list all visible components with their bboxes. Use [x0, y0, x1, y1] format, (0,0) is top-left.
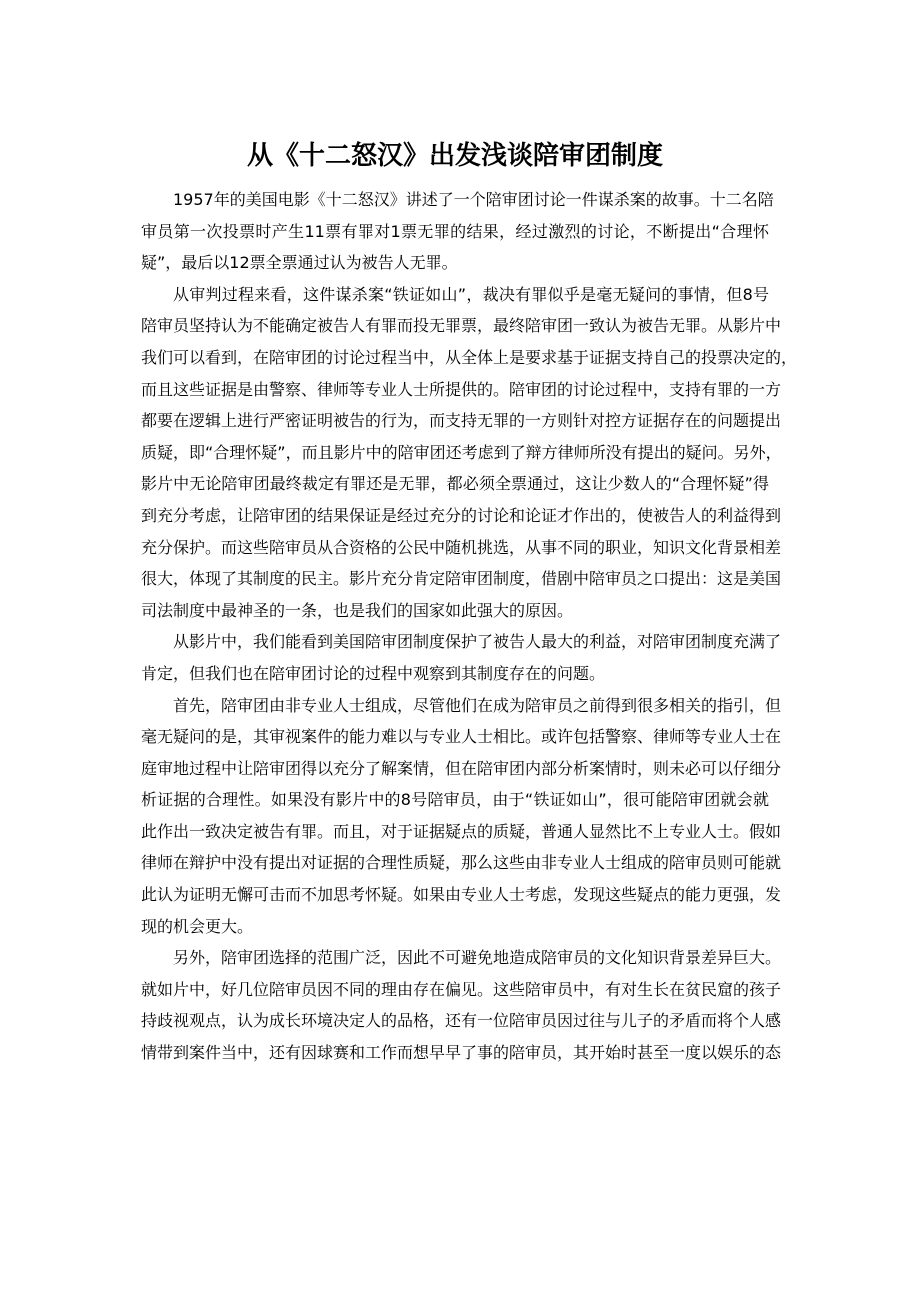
text-line: 疑”，最后以12票全票通过认为被告人无罪。: [141, 253, 458, 273]
text-line: 从审判过程来看，这件谋杀案“铁证如山”，裁决有罪似乎是毫无疑问的事情，但8号: [173, 284, 769, 304]
text-line: 此认为证明无懈可击而不加思考怀疑。如果由专业人士考虑，发现这些疑点的能力更强，发: [141, 885, 782, 905]
text-line: 现的机会更大。: [141, 916, 254, 936]
text-line: 律师在辩护中没有提出对证据的合理性质疑，那么这些由非专业人士组成的陪审员则可能就: [141, 853, 782, 873]
text-line: 很大，体现了其制度的民主。影片充分肯定陪审团制度，借剧中陪审员之口提出：这是美国: [141, 569, 782, 589]
text-line: 我们可以看到，在陪审团的讨论过程当中，从全体上是要求基于证据支持自己的投票决定的，: [141, 347, 798, 367]
paragraph: [141, 690, 782, 943]
text-line: 审员第一次投票时产生11票有罪对1票无罪的结果，经过激烈的讨论，不断提出“合理怀: [141, 221, 769, 241]
text-line: 庭审地过程中让陪审团得以充分了解案情，但在陪审团内部分析案情时，则未必可以仔细分: [141, 758, 782, 778]
text-line: 另外，陪审团选择的范围广泛，因此不可避免地造成陪审员的文化知识背景差异巨大。: [173, 948, 782, 968]
text-line: 情带到案件当中，还有因球赛和工作而想早早了事的陪审员，其开始时甚至一度以娱乐的态: [141, 1043, 782, 1063]
document-title: 从《十二怒汉》出发浅谈陪审团制度: [246, 141, 663, 171]
text-line: 而且这些证据是由警察、律师等专业人士所提供的。陪审团的讨论过程中，支持有罪的一方: [141, 379, 782, 399]
text-line: 析证据的合理性。如果没有影片中的8号陪审员，由于“铁证如山”，很可能陪审团就会就: [141, 790, 769, 810]
text-line: 司法制度中最神圣的一条，也是我们的国家如此强大的原因。: [141, 600, 574, 620]
paragraph: [141, 942, 782, 1068]
paragraph: [141, 184, 774, 279]
text-line: 就如片中，好几位陪审员因不同的理由存在偏见。这些陪审员中，有对生长在贫民窟的孩子: [141, 979, 782, 999]
text-line: 陪审员坚持认为不能确定被告人有罪而投无罪票，最终陪审团一致认为被告无罪。从影片中: [141, 316, 782, 336]
text-line: 都要在逻辑上进行严密证明被告的行为，而支持无罪的一方则针对控方证据存在的问题提出: [141, 411, 782, 431]
paragraph: [141, 626, 782, 689]
text-line: 质疑，即“合理怀疑”，而且影片中的陪审团还考虑到了辩方律师所没有提出的疑问。另外，: [141, 442, 782, 462]
text-line: 到充分考虑，让陪审团的结果保证是经过充分的讨论和论证才作出的，使被告人的利益得到: [141, 505, 782, 525]
text-line: 肯定，但我们也在陪审团讨论的过程中观察到其制度存在的问题。: [141, 663, 606, 683]
paragraph: [141, 279, 798, 627]
text-line: 充分保护。而这些陪审员从合资格的公民中随机挑选，从事不同的职业，知识文化背景相差: [141, 537, 782, 557]
text-line: 首先，陪审团由非专业人士组成，尽管他们在成为陪审员之前得到很多相关的指引，但: [173, 695, 782, 715]
text-line: 影片中无论陪审团最终裁定有罪还是无罪，都必须全票通过，这让少数人的“合理怀疑”得: [141, 474, 769, 494]
text-line: 此作出一致决定被告有罪。而且，对于证据疑点的质疑，普通人显然比不上专业人士。假如: [141, 821, 782, 841]
document-page: [141, 138, 798, 1069]
text-line: 持歧视观点，认为成长环境决定人的品格，还有一位陪审员因过往与儿子的矛盾而将个人感: [141, 1011, 782, 1031]
text-line: 从影片中，我们能看到美国陪审团制度保护了被告人最大的利益，对陪审团制度充满了: [173, 632, 782, 652]
text-line: 毫无疑问的是，其审视案件的能力难以与专业人士相比。或许包括警察、律师等专业人士在: [141, 727, 782, 747]
text-line: 1957年的美国电影《十二怒汉》讲述了一个陪审团讨论一件谋杀案的故事。十二名陪: [173, 190, 774, 209]
